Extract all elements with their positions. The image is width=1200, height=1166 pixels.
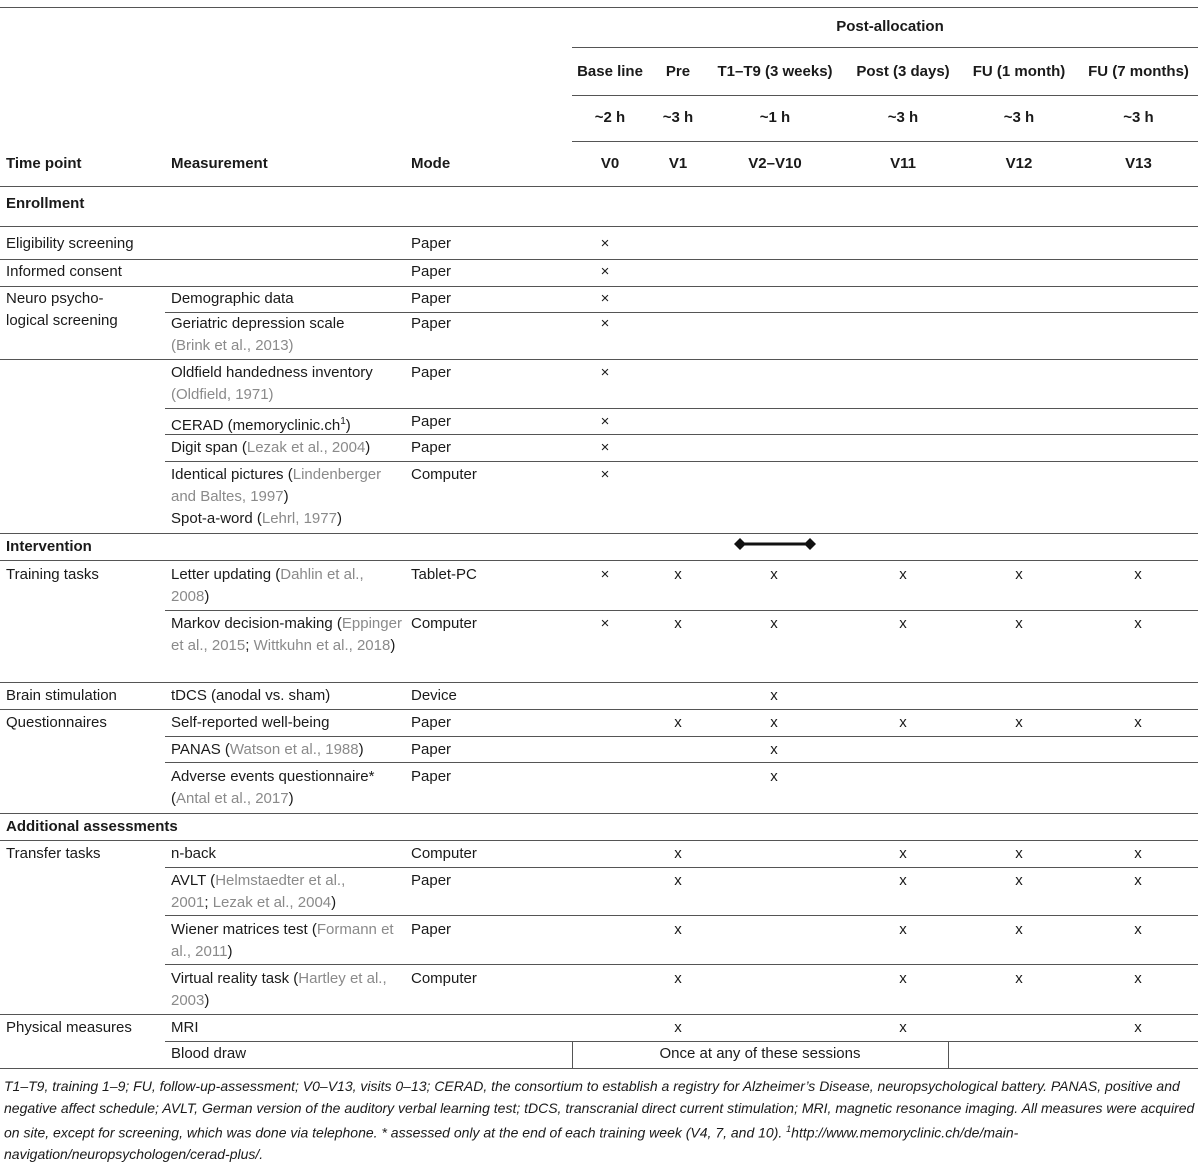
session-mark: x <box>1134 714 1142 731</box>
rule-additional <box>0 840 1198 841</box>
mode-wellbeing: Paper <box>411 714 452 731</box>
mode-eligibility: Paper <box>411 235 452 252</box>
visit-name-v0: Base line <box>577 63 643 80</box>
session-mark: x <box>770 741 778 758</box>
measurement-digit-span: Digit span (Lezak et al., 2004) <box>171 439 371 456</box>
rule-row <box>165 461 1198 462</box>
measurement-identical-pictures: Identical pictures (Lindenberger and Baltes, 1997) Spot-a-word (Lehrl, 1977) <box>171 466 382 527</box>
measurement-tdcs: tDCS (anodal vs. sham) <box>171 687 331 704</box>
measurement-vr-task: Virtual reality task (Hartley et al., 2003) <box>171 970 387 1009</box>
rule-intervention-top <box>0 533 1198 534</box>
session-mark: x <box>770 768 778 785</box>
rule-row <box>165 867 1198 868</box>
rule-additional-top <box>0 813 1198 814</box>
rule-enrollment <box>0 226 1198 227</box>
rule-row <box>165 736 1198 737</box>
measurement-adverse: Adverse events questionnaire* (Antal et al., 2017) <box>171 768 375 807</box>
blood-draw-divider-right <box>948 1041 949 1068</box>
visit-code-v13: V13 <box>1125 155 1152 172</box>
session-mark: x <box>1015 845 1023 862</box>
time-point-physical: Physical measures <box>6 1019 132 1036</box>
time-point-eligibility: Eligibility screening <box>6 235 134 252</box>
visit-duration-v13: ~3 h <box>1123 109 1154 126</box>
blood-draw-note: Once at any of these sessions <box>659 1045 861 1062</box>
visit-name-v13: FU (7 months) <box>1088 63 1189 80</box>
rule-row <box>0 709 1198 710</box>
mode-digit-span: Paper <box>411 439 452 456</box>
measurement-wellbeing: Self-reported well-being <box>171 714 330 731</box>
post-allocation-header: Post-allocation <box>836 18 944 35</box>
session-mark: × <box>600 364 610 381</box>
mode-oldfield: Paper <box>411 364 452 381</box>
visit-duration-v12: ~3 h <box>1003 109 1035 126</box>
measurement-nback: n-back <box>171 845 217 862</box>
visit-duration-v2-v10: ~1 h <box>759 109 791 126</box>
session-mark: x <box>899 872 907 889</box>
measurement-wiener: Wiener matrices test (Formann et al., 2011) <box>171 921 394 960</box>
session-mark: x <box>674 845 682 862</box>
visit-duration-v1: ~3 h <box>662 109 694 126</box>
measurement-oldfield: Oldfield handedness inventory (Oldfield, 1971) <box>171 364 373 403</box>
col-header-mode: Mode <box>411 155 451 172</box>
session-mark: x <box>1134 921 1142 938</box>
session-mark: x <box>1134 970 1142 987</box>
measurement-panas: PANAS (Watson et al., 1988) <box>171 741 364 758</box>
session-mark: x <box>899 566 907 583</box>
rule-header-1 <box>572 95 1198 96</box>
session-mark: × <box>600 315 610 332</box>
mode-letter-updating: Tablet-PC <box>411 566 477 583</box>
section-enrollment: Enrollment <box>6 195 85 212</box>
session-mark: x <box>674 615 682 632</box>
rule-row <box>165 1041 1198 1042</box>
session-mark: x <box>674 566 682 583</box>
session-mark: x <box>770 615 778 632</box>
time-point-transfer: Transfer tasks <box>6 845 101 862</box>
rule-row <box>165 408 1198 409</box>
visit-duration-v11: ~3 h <box>887 109 919 126</box>
session-mark: x <box>899 1019 907 1036</box>
session-mark: × <box>600 439 610 456</box>
session-mark: x <box>674 921 682 938</box>
visit-duration-v0: ~2 h <box>594 109 626 126</box>
session-mark: × <box>600 466 610 483</box>
mode-avlt: Paper <box>411 872 452 889</box>
rule-row <box>0 1014 1198 1015</box>
mode-wiener: Paper <box>411 921 452 938</box>
section-intervention: Intervention <box>6 538 92 555</box>
col-header-measurement: Measurement <box>171 155 268 172</box>
visit-name-v11: Post (3 days) <box>856 63 950 80</box>
rule-row <box>0 682 1198 683</box>
mode-panas: Paper <box>411 741 452 758</box>
time-point-neuro-screening: Neuro psycho-logical screening <box>6 290 118 329</box>
mode-consent: Paper <box>411 263 452 280</box>
rule-row <box>165 762 1198 763</box>
session-mark: x <box>1015 970 1023 987</box>
session-mark: x <box>770 714 778 731</box>
measurement-markov: Markov decision-making (Eppinger et al., 2015; Wittkuhn et al., 2018) <box>171 615 402 654</box>
rule-bottom <box>0 1068 1198 1069</box>
session-mark: x <box>674 1019 682 1036</box>
session-mark: x <box>674 970 682 987</box>
mode-markov: Computer <box>411 615 477 632</box>
rule-header-2 <box>572 141 1198 142</box>
mode-adverse: Paper <box>411 768 452 785</box>
visit-code-v1: V1 <box>668 155 688 172</box>
session-mark: x <box>899 921 907 938</box>
session-mark: x <box>770 687 778 704</box>
measurement-mri: MRI <box>171 1019 199 1036</box>
visit-code-v12: V12 <box>1005 155 1033 172</box>
session-mark: x <box>899 845 907 862</box>
rule-row <box>165 915 1198 916</box>
measurement-letter-updating: Letter updating (Dahlin et al., 2008) <box>171 566 364 605</box>
mode-vr-task: Computer <box>411 970 477 987</box>
session-mark: × <box>600 235 610 252</box>
session-mark: x <box>899 714 907 731</box>
time-point-questionnaires: Questionnaires <box>6 714 107 731</box>
time-point-training: Training tasks <box>6 566 99 583</box>
rule-top <box>0 7 1198 8</box>
col-header-time-point: Time point <box>6 155 82 172</box>
rule-row <box>165 610 1198 611</box>
visit-code-v0: V0 <box>600 155 620 172</box>
session-mark: × <box>600 413 610 430</box>
session-mark: x <box>1134 1019 1142 1036</box>
session-mark: x <box>674 872 682 889</box>
rule-row <box>0 286 1198 287</box>
visit-name-v1: Pre <box>665 63 691 80</box>
measurement-cerad: CERAD $(memoryclinic.ch^1)$ <box>171 416 351 434</box>
session-mark: x <box>1134 566 1142 583</box>
measurement-avlt: AVLT (Helmstaedter et al., 2001; Lezak et al., 2004) <box>171 872 346 911</box>
session-mark: x <box>1015 615 1023 632</box>
session-mark: x <box>899 970 907 987</box>
session-mark: × <box>600 263 610 280</box>
mode-gds: Paper <box>411 315 452 332</box>
mode-tdcs: Device <box>411 687 457 704</box>
session-mark: x <box>1134 845 1142 862</box>
mode-demographic: Paper <box>411 290 452 307</box>
table-footnote: T1–T9, training 1–9; FU, follow-up-assessment; V0–V13, visits 0–13; CERAD, the consortium to establish a registry for Alzheimer’s Disease, neuropsychological battery. PANAS, positive and negative affect schedule; AVLT, German version of the auditory verbal learning test; tDCS, transcranial direct current stimulation; MRI, magnetic resonance imaging. All measures were acquired on site, except for screening, which was done via telephone. * assessed only at the end of each training week (V4, 7, and 10). $^1$http://www.memoryclinic.ch/de/main-navigation/neuropsychologen/cerad-plus/. <box>4 1078 1195 1163</box>
measurement-gds: Geriatric depression scale (Brink et al., 2013) <box>171 315 345 354</box>
rule-header-bottom <box>0 186 1198 187</box>
session-mark: x <box>770 566 778 583</box>
mode-nback: Computer <box>411 845 477 862</box>
session-mark: x <box>1134 872 1142 889</box>
time-point-brain-stim: Brain stimulation <box>6 687 117 704</box>
time-point-consent: Informed consent <box>6 263 122 280</box>
mode-cerad: Paper <box>411 413 452 430</box>
visit-code-v2-v10: V2–V10 <box>748 155 802 172</box>
rule-row <box>0 259 1198 260</box>
rule-row <box>165 434 1198 435</box>
mode-identical-pictures: Computer <box>411 466 477 483</box>
session-mark: × <box>600 615 610 632</box>
session-mark: × <box>600 290 610 307</box>
visit-name-v12: FU (1 month) <box>972 63 1066 80</box>
rule-row <box>165 964 1198 965</box>
session-mark: x <box>1015 921 1023 938</box>
rule-intervention <box>0 560 1198 561</box>
measurement-demographic: Demographic data <box>171 290 294 307</box>
rule-row <box>0 359 1198 360</box>
session-mark: x <box>1134 615 1142 632</box>
session-mark: x <box>1015 714 1023 731</box>
measurement-blood-draw: Blood draw <box>171 1045 247 1062</box>
rule-post-allocation <box>572 47 1198 48</box>
session-mark: x <box>674 714 682 731</box>
visit-code-v11: V11 <box>890 155 916 172</box>
training-period-arrow <box>730 534 820 554</box>
session-mark: x <box>899 615 907 632</box>
session-mark: x <box>1015 872 1023 889</box>
visit-name-v2-v10: T1–T9 (3 weeks) <box>717 63 833 80</box>
section-additional: Additional assessments <box>6 818 178 835</box>
session-mark: x <box>1015 566 1023 583</box>
session-mark: × <box>600 566 610 583</box>
